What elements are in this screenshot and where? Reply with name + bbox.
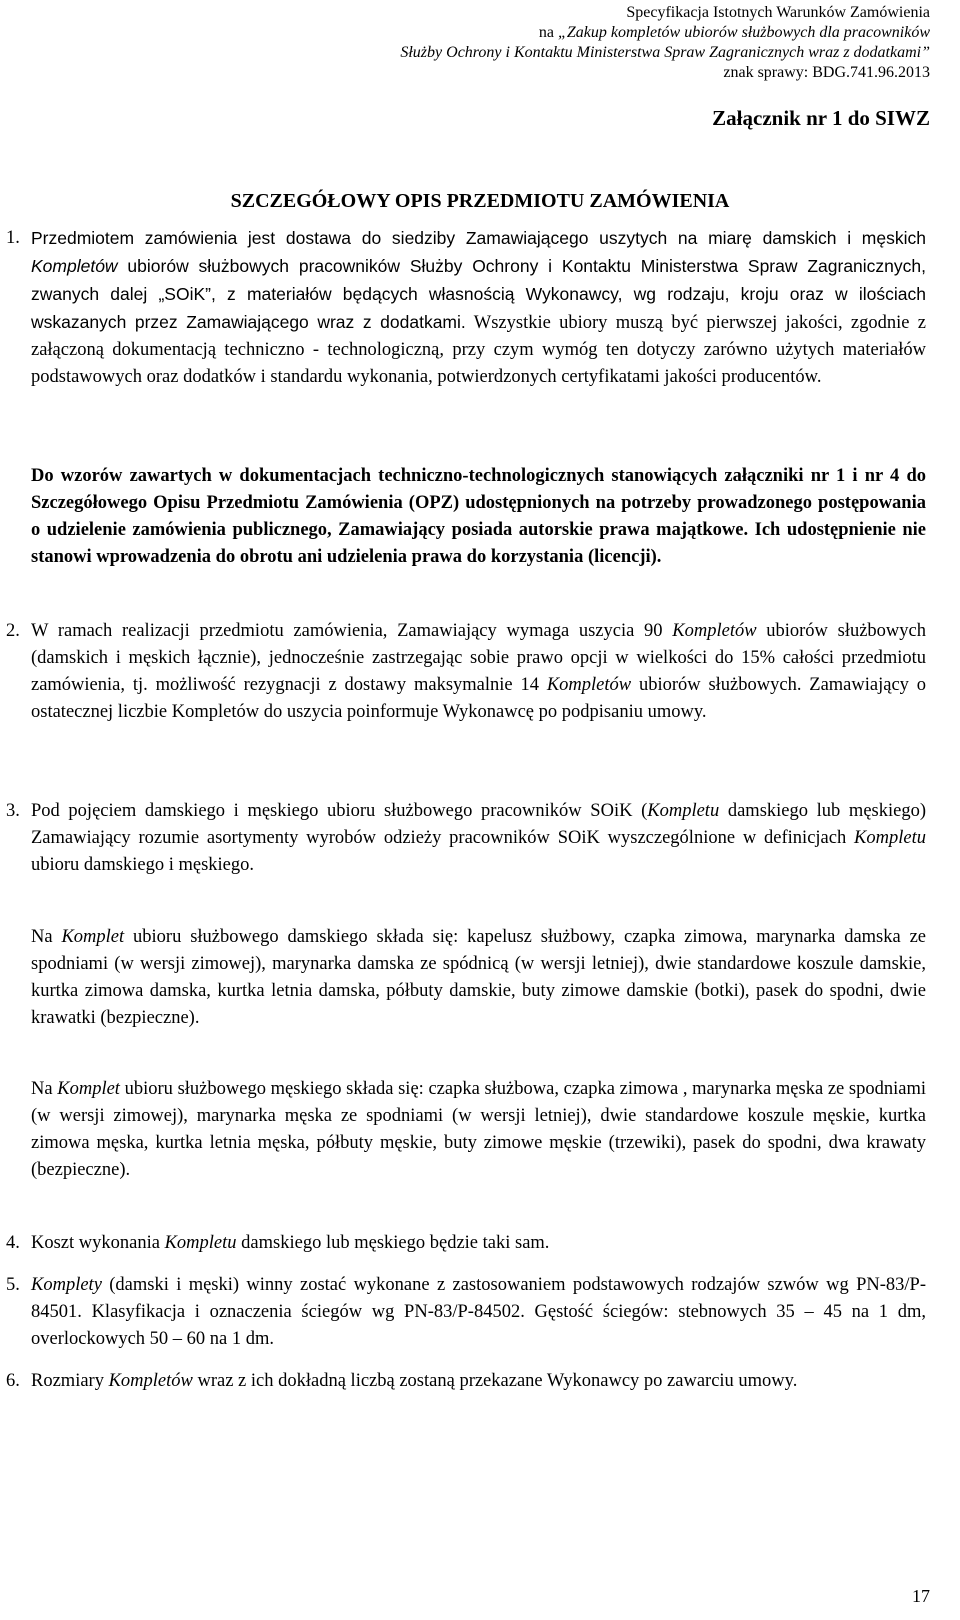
section-1-number: 1.: [6, 228, 20, 248]
annex-label: Załącznik nr 1 do SIWZ: [712, 106, 930, 130]
section-6-paragraph: [31, 1368, 926, 1395]
section-6-text-italic: Kompletów: [108, 1371, 193, 1391]
section-1-text-italic: Kompletów: [31, 256, 118, 276]
document-header: [400, 3, 930, 83]
section-4-paragraph: [31, 1230, 926, 1257]
section-4-text-c: damskiego lub męskiego będzie taki sam.: [236, 1233, 550, 1253]
section-3-text-e: ubioru damskiego i męskiego.: [31, 855, 254, 875]
section-1-paragraph: [31, 225, 926, 391]
section-2-paragraph: [31, 618, 926, 726]
section-2-text-e: ubiorów służbowych. Zamawiający o ostatecznej liczbie Kompletów do uszycia poinformuje Wykonawcę po podpisaniu umowy.: [31, 675, 927, 722]
section-3-paragraph: [31, 798, 926, 879]
womens-set-text-a: Na: [31, 927, 62, 947]
section-3-text-c: damskiego lub męskiego) Zamawiający rozumie asortymenty wyrobów odzieży pracowników SOiK wyszczególnione w definicjach: [31, 801, 926, 848]
case-number: znak sprawy: BDG.741.96.2013: [723, 64, 930, 81]
section-4-number: 4.: [6, 1233, 20, 1253]
header-line-3: Służby Ochrony i Kontaktu Ministerstwa Spraw Zagranicznych wraz z dodatkami”: [400, 44, 930, 61]
section-3-text-italic-b: Kompletu: [647, 801, 720, 821]
section-1-copyright-paragraph: Do wzorów zawartych w dokumentacjach techniczno-technologicznych stanowiących załączniki nr 1 i nr 4 do Szczegółowego Opisu Przedmiotu Zamówienia (OPZ) udostępnionych na potrzeby prowadzonego postępowania o udzielenie zamówienia publicznego, Zamawiający posiada autorskie prawa majątkowe. Ich udostępnienie nie stanowi wprowadzenia do obrotu ani udzielenia prawa do korzystania (licencji).: [31, 466, 926, 567]
section-3-text-italic-d: Kompletu: [854, 828, 926, 848]
womens-set-paragraph: [31, 924, 926, 1032]
mens-set-paragraph: [31, 1076, 926, 1184]
section-5-text-b: (damski i męski) winny zostać wykonane z zastosowaniem podstawowych rodzajów szwów wg PN-83/P-84501. Klasyfikacja i oznaczenia ściegów wg PN-83/P-84502. Gęstość ściegów: stebnowych 35 – 45 na 1 dm, overlockowych 50 – 60 na 1 dm.: [31, 1275, 926, 1349]
section-6-text-a: Rozmiary: [31, 1371, 109, 1391]
section-2-text-c: ubiorów służbowych (damskich i męskich łącznie), jednocześnie zastrzegając sobie prawo opcji w wielkości do 15% całości przedmiotu zamówienia, tj. możliwość rezygnacji z dostawy maksymalnie 14: [31, 621, 926, 695]
section-5-text-italic: Komplety: [31, 1275, 102, 1295]
header-line-2-italic: „Zakup kompletów ubiorów służbowych dla pracowników: [558, 24, 930, 41]
section-2-text-italic-b: Kompletów: [672, 621, 757, 641]
section-6-text-c: wraz z ich dokładną liczbą zostaną przekazane Wykonawcy po zawarciu umowy.: [192, 1371, 798, 1391]
section-1-text-d: Wszystkie ubiory muszą być pierwszej jakości, zgodnie z załączoną dokumentacją techniczno - technologiczną, przy czym wymóg ten dotyczy zarówno użytych materiałów podstawowych oraz dodatków i standardu wykonania, potwierdzonych certyfikatami jakości producentów.: [31, 313, 926, 387]
section-2-text-a: W ramach realizacji przedmiotu zamówienia, Zamawiający wymaga uszycia 90: [31, 621, 673, 641]
page-title: SZCZEGÓŁOWY OPIS PRZEDMIOTU ZAMÓWIENIA: [230, 190, 730, 212]
header-line-2-prefix: na: [538, 24, 558, 41]
womens-set-text-b: ubioru służbowego damskiego składa się: kapelusz służbowy, czapka zimowa, marynarka damska ze spodniami (w wersji zimowej), marynarka damska ze spódnicą (w wersji letniej), dwie standardowe koszule damskie, kurtka zimowa damska, kurtka letnia damska, półbuty damskie, buty zimowe damskie (botki), pasek do spodni, dwie krawatki (bezpieczne).: [31, 927, 926, 1028]
womens-set-text-italic: Komplet: [61, 927, 125, 947]
section-3-text-a: Pod pojęciem damskiego i męskiego ubioru służbowego pracowników SOiK (: [31, 801, 648, 821]
header-line-1: Specyfikacja Istotnych Warunków Zamówienia: [626, 4, 930, 21]
section-1-text-c: ubiorów służbowych pracowników Służby Ochrony i Kontaktu Ministerstwa Spraw Zagranicznych, zwanych dalej „SOiK”, z materiałów będących własnością Wykonawcy, wg rodzaju, kroju oraz w ilościach wskazanych przez Zamawiającego wraz z dodatkami.: [31, 256, 926, 332]
section-5-paragraph: [31, 1272, 926, 1353]
section-5-number: 5.: [6, 1275, 20, 1295]
section-3-number: 3.: [6, 801, 20, 821]
section-2-number: 2.: [6, 621, 20, 641]
section-6-number: 6.: [6, 1371, 20, 1391]
section-4-text-a: Koszt wykonania: [31, 1233, 165, 1253]
header-line-2: [400, 23, 930, 43]
mens-set-text-b: ubioru służbowego męskiego składa się: czapka służbowa, czapka zimowa , marynarka męska ze spodniami (w wersji zimowej), marynarka męska ze spodniami (w wersji letniej), dwie standardowe koszule męskie, kurtka zimowa męska, kurtka letnia męska, półbuty męskie, buty zimowe męskie (trzewiki), pasek do spodni, dwa krawaty (bezpieczne).: [31, 1079, 927, 1180]
mens-set-text-italic: Komplet: [57, 1079, 120, 1099]
section-4-text-italic: Kompletu: [164, 1233, 237, 1253]
mens-set-text-a: Na: [31, 1079, 58, 1099]
page-number: 17: [912, 1586, 930, 1606]
section-1-text-a: Przedmiotem zamówienia jest dostawa do siedziby Zamawiającego uszytych na miarę damskich i męskich: [31, 228, 926, 248]
section-2-text-italic-d: Kompletów: [546, 675, 632, 695]
